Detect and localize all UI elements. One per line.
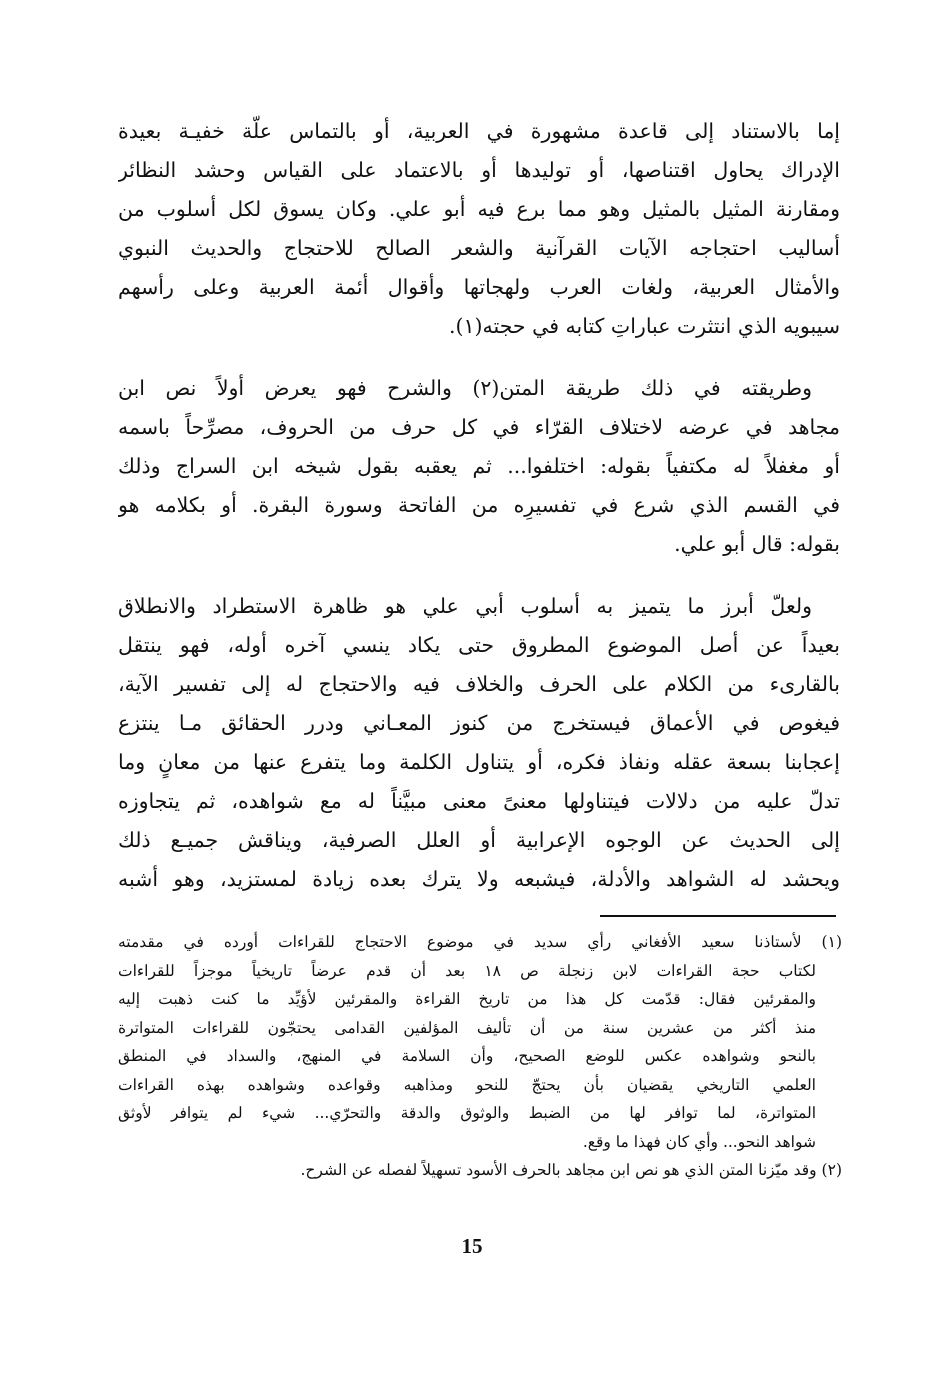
text-line: بالقارىء من الكلام على الحرف والخلاف فيه والاحتجاج له إلى تفسير الآية، [118,672,840,696]
text-line: ومقارنة المثيل بالمثيل وهو مما برع فيه أبو علي. وكان يسوق لكل أسلوب من [118,197,840,221]
paragraph [118,112,840,346]
text-line: إما بالاستناد إلى قاعدة مشهورة في العربية، أو بالتماس علّة خفيـة بعيدة [118,119,840,143]
footnote-2 [118,1156,842,1185]
footnote-line: بالنحو وشواهده عكس للوضع الصحيح، وأن السلامة في المنهج، والسداد في المنطق [118,1047,816,1065]
text-line: والأمثال العربية، ولغات العرب ولهجاتها وأقوال أئمة العربية وعلى رأسهم [118,275,840,299]
footnote-line: العلمي التاريخي يقضيان بأن يحتجّ للنحو ومذاهبه وقواعده وشواهده بهذه القراءات [118,1075,816,1094]
paragraph [118,369,840,564]
footnote-line: لكتاب حجة القراءات لابن زنجلة ص ١٨ بعد أن قدم عرضاً تاريخياً موجزاً للقراءات [118,961,816,980]
text-line: ويحشد له الشواهد والأدلة، فيشبعه ولا يترك بعده زيادة لمستزيد، وهو أشبه [118,867,840,891]
footnote-line: منذ أكثر من عشرين سنة من أن تأليف المؤلفين القدامى يحتجّون للقراءات المتواترة [118,1018,816,1037]
text-line: إعجابنا بسعة عقله ونفاذ فكره، أو يتناول الكلمة وما يتفرع عنها من معانٍ وما [118,750,840,774]
text-line: فيغوص في الأعماق فيستخرج من كنوز المعـاني ودرر الحقائق مـا ينتزع [118,711,840,735]
footnotes [118,928,842,1185]
paragraph-gap [118,564,840,587]
footnote-line: (٢) وقد ميّزنا المتن الذي هو نص ابن مجاهد بالحرف الأسود تسهيلاً لفصله عن الشرح. [300,1161,842,1179]
footnote-line: (١) لأستاذنا سعيد الأفغاني رأي سديد في موضوع الاحتجاج للقراءات أورده في مقدمته [118,933,842,951]
text-line: أو مغفلاً له مكتفياً بقوله: اختلفوا... ثم يعقبه بقول شيخه ابن السراج وذلك [118,454,840,478]
text-line: سيبويه الذي انتثرت عباراتِ كتابه في حجته(١). [448,314,840,338]
footnote-line: المتواترة، لما توافر لها من الضبط والوثوق والدقة والتحرّي... شيء لم يتوافر لأوثق [118,1104,816,1122]
footnote-1 [118,928,842,1156]
text-line: وطريقته في ذلك طريقة المتن(٢) والشرح فهو يعرض أولاً نص ابن [118,376,812,400]
footnote-line: والمقرئين فقال: قدّمت كل هذا من تاريخ القراءة والمقرئين لأؤيِّد ما كنت ذهبت إليه [118,990,816,1008]
text-line: ولعلّ أبرز ما يتميز به أسلوب أبي علي هو ظاهرة الاستطراد والانطلاق [118,594,812,618]
text-line: بقوله: قال أبو علي. [674,532,840,556]
text-line: أساليب احتجاجه الآيات القرآنية والشعر الصالح للاحتجاج والحديث النبوي [118,236,840,260]
footnote-separator [600,915,836,917]
page-number: 15 [461,1234,483,1258]
text-line: تدلّ عليه من دلالات فيتناولها معنىً معنى مبيَّناً له مع شواهده، ثم يتجاوزه [118,789,840,813]
text-line: الإدراك يحاول اقتناصها، أو توليدها أو بالاعتماد على القياس وحشد النظائر [118,158,840,182]
main-text [118,112,840,899]
paragraph [118,587,840,899]
text-line: بعيداً عن أصل الموضوع المطروق حتى يكاد ينسي آخره أوله، فهو ينتقل [118,633,840,657]
text-line: إلى الحديث عن الوجوه الإعرابية أو العلل الصرفية، ويناقش جميـع ذلك [118,828,840,852]
footnote-line: شواهد النحو... وأي كان فهذا ما وقع. [582,1132,816,1151]
paragraph-gap [118,346,840,369]
text-line: في القسم الذي شرع في تفسيرِه من الفاتحة وسورة البقرة. أو بكلامه هو [118,493,840,517]
text-line: مجاهد في عرضه لاختلاف القرّاء في كل حرف من الحروف، مصرِّحاً باسمه [118,415,840,439]
